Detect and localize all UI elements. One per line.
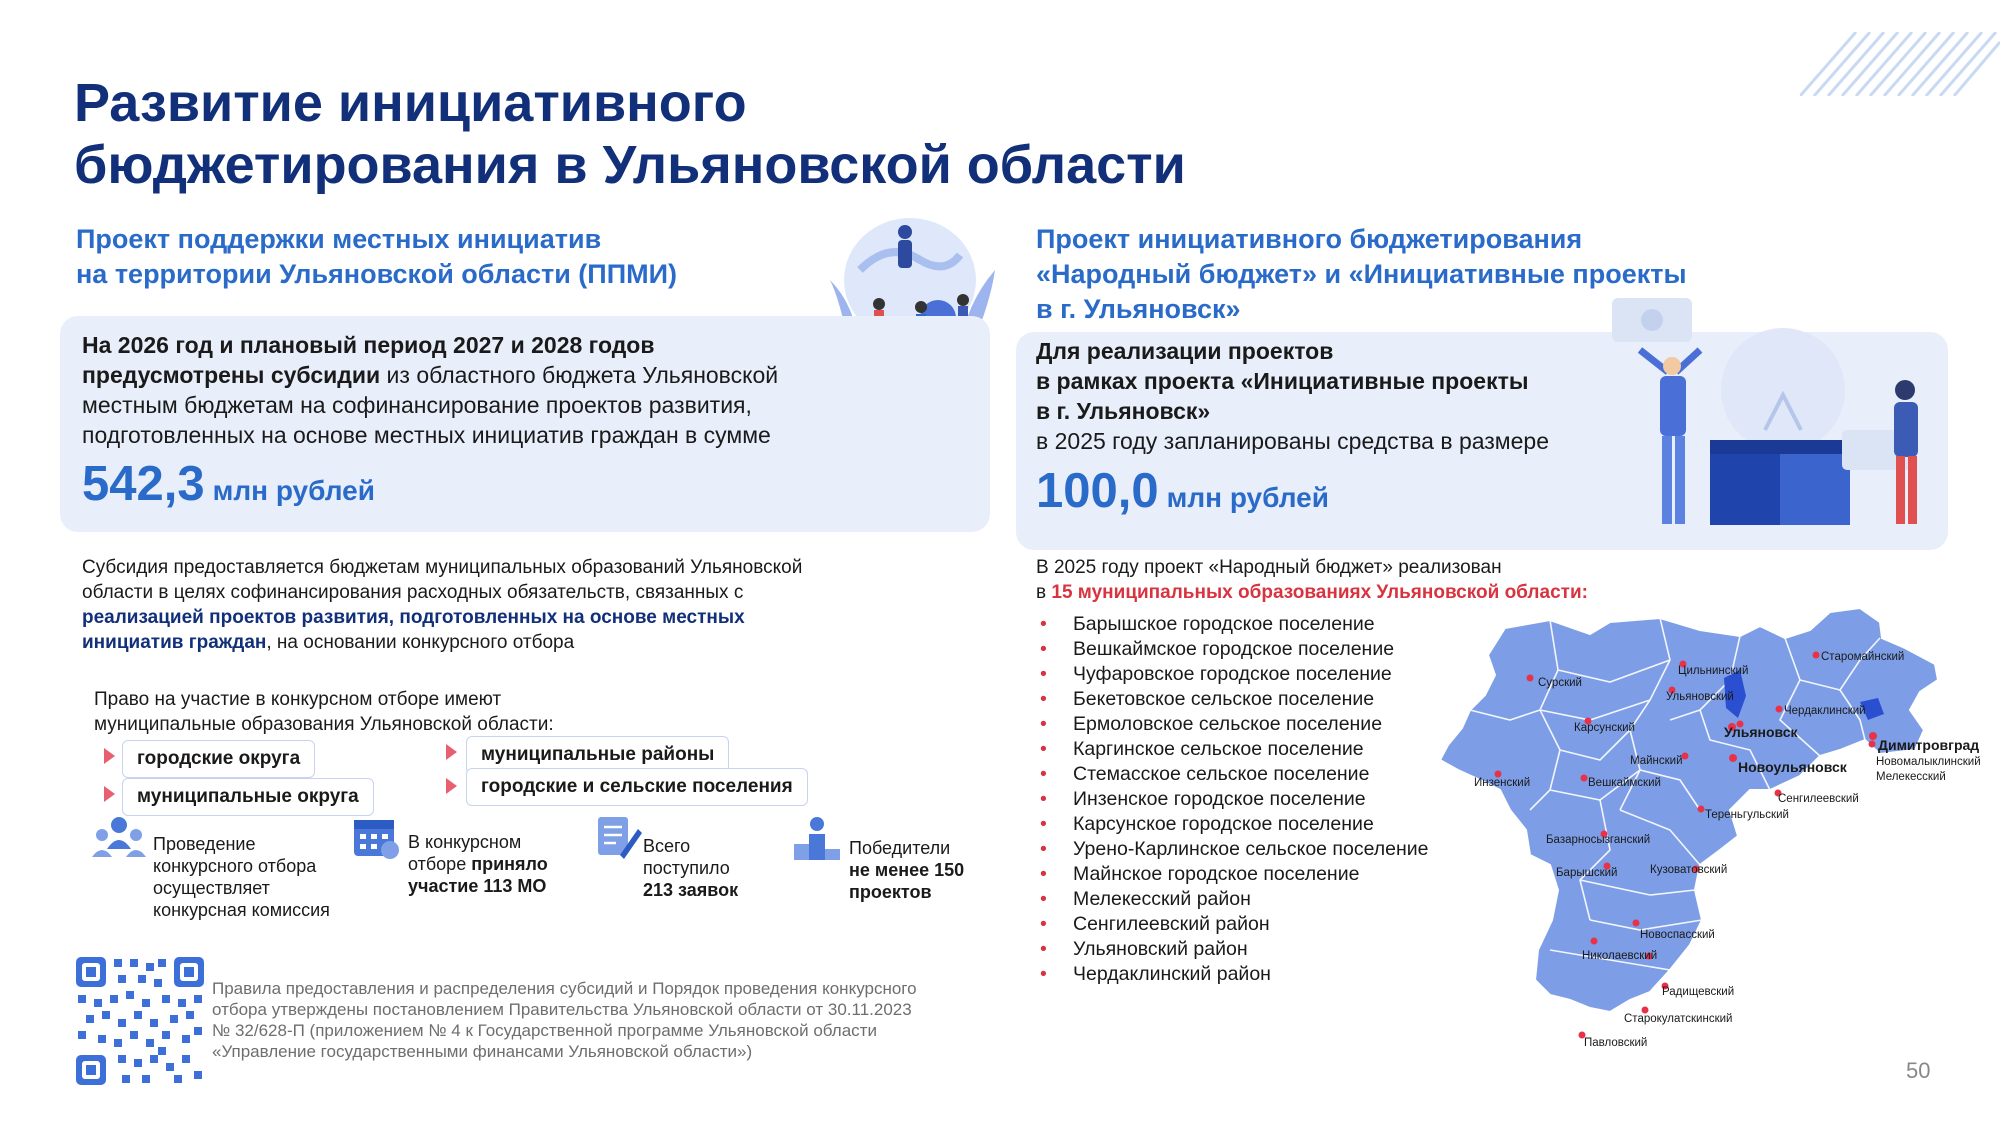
map-label: Карсунский bbox=[1574, 722, 1635, 734]
ppmi-subsidy-text: На 2026 год и плановый период 2027 и 2028 годов предусмотрены субсидии из областного бюджета Ульяновской местным бюджетам на софинансирование проектов развития, подготовленных на основе местных инициатив граждан в сумме bbox=[82, 332, 779, 448]
map-city-label: Димитровград bbox=[1878, 737, 1980, 753]
bullet-marker bbox=[104, 748, 115, 764]
map-label: Майнский bbox=[1630, 755, 1683, 767]
map-label: Старокулатскинский bbox=[1624, 1013, 1733, 1025]
subsidy-description: Субсидия предоставляется бюджетам муниципальных образований Ульяновской области в целях софинансирования расходных обязательств, связанных с реализацией проектов развития, подготовленных на основе местных инициатив граждан, на основании конкурсного отбора bbox=[82, 557, 803, 653]
map-city-label: Ульяновск bbox=[1724, 724, 1798, 740]
page-title: Развитие инициативного бюджетирования в Ульяновской области bbox=[74, 73, 1186, 195]
map-label: Барышский bbox=[1556, 867, 1618, 879]
list-item: • Каргинское сельское поселение bbox=[1040, 737, 1429, 762]
map-label: Мелекесский bbox=[1876, 771, 1946, 783]
right-subtitle: Проект инициативного бюджетирования «Народный бюджет» и «Инициативные проекты в г. Ульяновск» bbox=[1036, 224, 1687, 324]
list-item: • Карсунское городское поселение bbox=[1040, 812, 1429, 837]
map-label: Вешкаймский bbox=[1588, 777, 1661, 789]
people-budget-amount: 100,0 млн рублей bbox=[1036, 464, 1329, 518]
map-label: Павловский bbox=[1584, 1037, 1648, 1049]
calendar-icon bbox=[352, 814, 402, 860]
list-item: • Вешкаймское городское поселение bbox=[1040, 637, 1429, 662]
map-label: Новоспасский bbox=[1640, 929, 1715, 941]
document-pen-icon bbox=[596, 815, 642, 861]
list-item: • Урено-Карлинское сельское поселение bbox=[1040, 837, 1429, 862]
map-label: Ульяновский bbox=[1666, 691, 1734, 703]
stat-applications: Всего поступило 213 заявок bbox=[643, 836, 739, 900]
qr-code[interactable] bbox=[74, 955, 206, 1087]
list-item: • Чуфаровское городское поселение bbox=[1040, 662, 1429, 687]
list-item: • Сенгилеевский район bbox=[1040, 912, 1429, 937]
chip-urban-rural-settlements: городские и сельские поселения bbox=[466, 768, 808, 806]
stat-winners: Победители не менее 150 проектов bbox=[849, 838, 965, 902]
list-item: • Инзенское городское поселение bbox=[1040, 787, 1429, 812]
map-label: Радищевский bbox=[1662, 986, 1735, 998]
map-label: Кузоватовский bbox=[1650, 864, 1728, 876]
ulyanovsk-region-map bbox=[1440, 600, 2000, 1060]
map-city-label: Новоульяновск bbox=[1738, 759, 1847, 775]
participation-rights: Право на участие в конкурсном отборе имеют муниципальные образования Ульяновской области: bbox=[94, 689, 554, 735]
footnote: Правила предоставления и распределения субсидий и Порядок проведения конкурсного отбора утверждены постановлением Правительства Ульяновской области от 30.11.2023 № 32/628-П (приложением № 4 к Государственной программе Ульяновской области «Управление государственными финансами Ульяновской области») bbox=[212, 979, 917, 1061]
chip-city-districts: городские округа bbox=[122, 740, 315, 778]
map-label: Инзенский bbox=[1474, 777, 1531, 789]
chip-municipal-districts: муниципальные округа bbox=[122, 778, 374, 816]
map-label: Тереньгульский bbox=[1705, 809, 1789, 821]
list-item: • Барышское городское поселение bbox=[1040, 612, 1429, 637]
list-item: • Стемасское сельское поселение bbox=[1040, 762, 1429, 787]
list-item: • Ульяновский район bbox=[1040, 937, 1429, 962]
podium-icon bbox=[792, 816, 842, 862]
list-item: • Чердаклинский район bbox=[1040, 962, 1429, 987]
map-label: Старомайнский bbox=[1821, 651, 1905, 663]
bullet-marker bbox=[104, 786, 115, 802]
people-group-icon bbox=[92, 815, 146, 861]
page-number: 50 bbox=[1906, 1058, 1931, 1083]
map-label: Сенгилеевский bbox=[1778, 793, 1859, 805]
map-label: Новомалыклинский bbox=[1876, 756, 1981, 768]
map-label: Сурский bbox=[1538, 677, 1582, 689]
map-label: Цильнинский bbox=[1678, 665, 1749, 677]
decorative-stripes bbox=[1800, 32, 2000, 96]
map-label: Чердаклинский bbox=[1784, 705, 1866, 717]
ppmi-amount: 542,3 млн рублей bbox=[82, 457, 375, 511]
implementation-intro: В 2025 году проект «Народный бюджет» реализован в 15 муниципальных образованиях Ульяновской области: bbox=[1036, 557, 1588, 603]
chip-municipal-regions: муниципальные районы bbox=[466, 736, 729, 774]
people-budget-text: Для реализации проектов в рамках проекта «Инициативные проекты в г. Ульяновск» в 2025 году запланированы средства в размере bbox=[1036, 338, 1549, 454]
bullet-marker bbox=[446, 778, 457, 794]
list-item: • Бекетовское сельское поселение bbox=[1040, 687, 1429, 712]
municipality-list bbox=[1040, 612, 1429, 987]
stat-commission: Проведение конкурсного отбора осуществляет конкурсная комиссия bbox=[153, 834, 330, 920]
map-label: Базарносызганский bbox=[1546, 834, 1651, 846]
bullet-marker bbox=[446, 744, 457, 760]
list-item: • Майнское городское поселение bbox=[1040, 862, 1429, 887]
list-item: • Мелекесский район bbox=[1040, 887, 1429, 912]
stat-participants: В конкурсном отборе приняло участие 113 МО bbox=[408, 832, 548, 896]
left-subtitle: Проект поддержки местных инициатив на территории Ульяновской области (ППМИ) bbox=[76, 224, 677, 289]
map-label: Николаевский bbox=[1582, 950, 1658, 962]
list-item: • Ермоловское сельское поселение bbox=[1040, 712, 1429, 737]
